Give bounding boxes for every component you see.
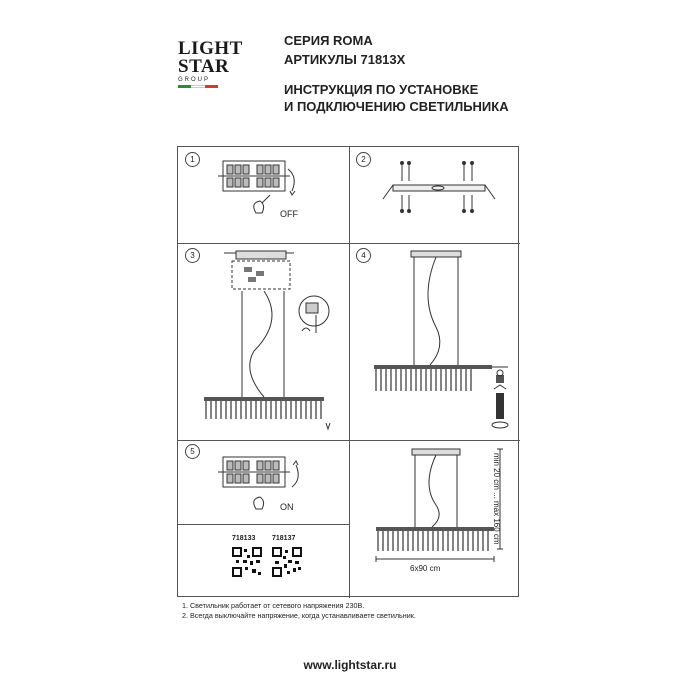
qr-code-718137	[272, 547, 302, 577]
step-4-illustration	[356, 247, 520, 437]
width-dimension-label: 6x90 cm	[410, 564, 441, 573]
article-code-718133: 718133	[232, 535, 256, 542]
step-5-illustration	[218, 453, 338, 523]
row-divider-1	[178, 243, 520, 244]
step-1-illustration	[218, 157, 338, 237]
instruction-panel	[177, 146, 519, 597]
instruction-title-line-2: И ПОДКЛЮЧЕНИЮ СВЕТИЛЬНИКА	[284, 99, 509, 114]
height-dimension-wrapper	[491, 453, 501, 553]
note-1: 1. Светильник работает от сетевого напряжения 230В.	[182, 601, 365, 610]
series-title: СЕРИЯ ROMA	[284, 33, 373, 48]
logo-line-2: STAR	[178, 56, 230, 77]
brand-logo	[178, 38, 243, 102]
website-link[interactable]: www.lightstar.ru	[303, 658, 397, 672]
row-divider-2	[178, 440, 520, 441]
step-1-number: 1	[185, 152, 200, 167]
height-dimension-label: min 20 cm ... max 160 cm	[492, 453, 501, 545]
instruction-title-line-1: ИНСТРУКЦИЯ ПО УСТАНОВКЕ	[284, 82, 479, 97]
row-divider-3	[178, 524, 349, 525]
step-1-off-label: OFF	[280, 209, 298, 219]
step-3-number: 3	[185, 248, 200, 263]
step-5-number: 5	[185, 444, 200, 459]
step-2-illustration	[378, 159, 508, 229]
article-code-718137: 718137	[272, 535, 296, 542]
italian-flag-stripe	[178, 85, 218, 88]
step-2-number: 2	[356, 152, 371, 167]
articles-title: АРТИКУЛЫ 71813X	[284, 52, 406, 67]
step-5-on-label: ON	[280, 502, 294, 512]
note-2: 2. Всегда выключайте напряжение, когда устанавливаете светильник.	[182, 611, 416, 620]
step-4-number: 4	[356, 248, 371, 263]
vertical-divider	[349, 147, 350, 598]
logo-line-1: LIGHT	[178, 38, 243, 59]
step-3-illustration	[184, 247, 344, 437]
logo-line-3: GROUP	[178, 77, 211, 83]
qr-code-718133	[232, 547, 262, 577]
notes	[182, 601, 416, 621]
